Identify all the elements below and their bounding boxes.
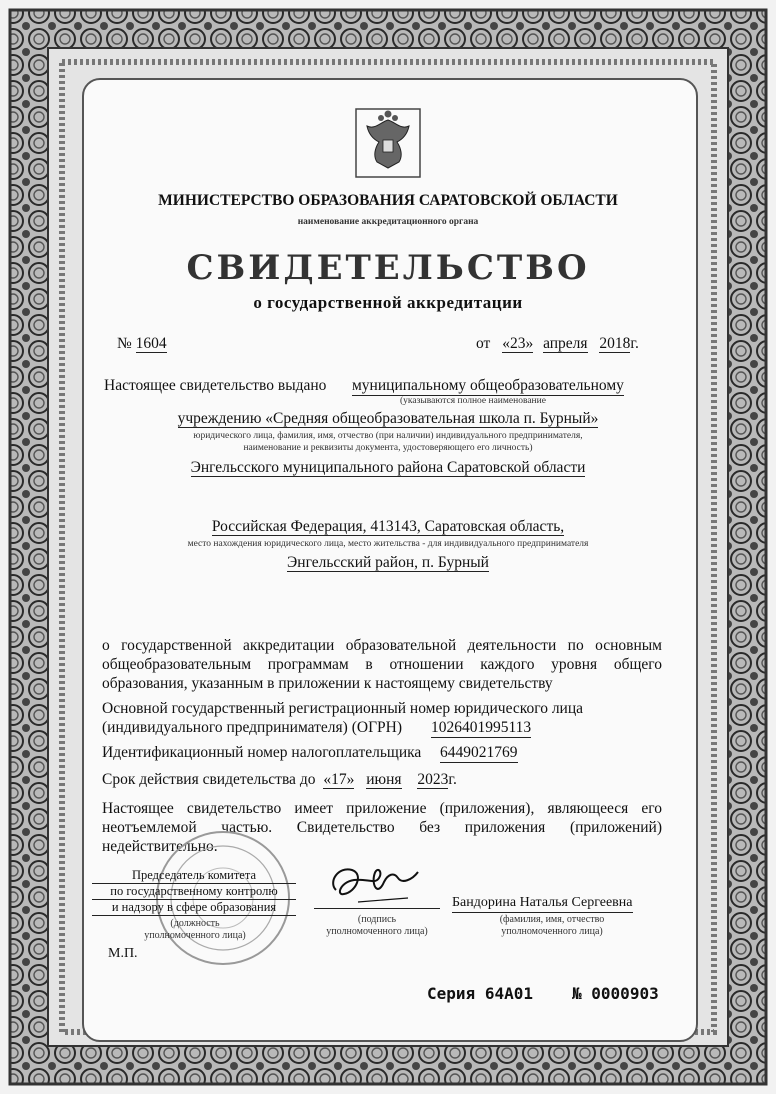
ministry-caption: наименование аккредитационного органа [297,217,479,227]
inn-value: 6449021769 [440,744,518,761]
name-caption-1: (фамилия, имя, отчество [499,914,605,925]
name-caption [470,914,634,938]
signature-caption [310,914,444,938]
signature-caption-2: уполномоченного лица) [326,926,428,937]
number-prefix: № [117,335,132,352]
accreditation-text: о государственной аккредитации образовательной деятельности по основным общеобразовательным программам в отношении каждого уровня общего образования, указанным в приложении к настоящему свидетельству [102,637,662,692]
signatory-position [92,868,296,916]
validity-label: Срок действия свидетельства до [102,771,316,788]
recipient-caption-2b: наименование и реквизиты документа, удостоверяющего его личность) [243,443,533,453]
ministry-name: МИНИСТЕРСТВО ОБРАЗОВАНИЯ САРАТОВСКОЙ ОБЛАСТИ [158,192,618,209]
number-value: 1604 [135,335,167,352]
position-caption-2: уполномоченного лица) [144,930,246,941]
validity-year: 2023 [417,771,449,788]
signature-line [314,908,440,909]
date-year: 2018 [599,335,631,352]
validity-month: июня [366,771,402,788]
recipient-line-3-wrap [82,458,694,477]
coat-of-arms-icon [355,108,421,178]
date-from: от [476,335,491,352]
stamp-place: М.П. [108,946,138,961]
address-line-1: Российская Федерация, 413143, Саратовская область, [211,518,565,535]
date-day: «23» [502,335,534,352]
signature-caption-1: (подпись [357,914,397,925]
date-month: апреля [543,335,588,352]
document-subtitle: о государственной аккредитации [253,293,523,312]
recipient-caption-2a: юридического лица, фамилия, имя, отчество (при наличии) индивидуального предпринимателя, [193,431,583,441]
validity [102,770,457,789]
series-value: 64А01 [484,984,533,1003]
address-line-2: Энгельсский район, п. Бурный [287,554,489,571]
signatory-name: Бандорина Наталья Сергеевна [452,893,633,913]
recipient-line-1: муниципальному общеобразовательному [352,377,624,394]
document-title: СВИДЕТЕЛЬСТВО [186,248,590,288]
recipient-line-2: учреждению «Средняя общеобразовательная школа п. Бурный» [177,410,599,427]
inn-label: Идентификационный номер налогоплательщика [102,744,422,761]
certificate-number [117,334,167,353]
date-year-suffix: г. [630,335,639,352]
ogrn-label-2: (индивидуального предпринимателя) (ОГРН) [102,719,403,736]
position-line-3: и надзору в сфере образования [92,900,296,916]
issued-label: Настоящее свидетельство выдано [104,377,327,394]
series [427,984,533,1003]
ogrn-value: 1026401995113 [431,719,532,736]
position-line-2: по государственному контролю [92,884,296,900]
appendix-text: Настоящее свидетельство имеет приложение (приложения), являющееся его неотъемлемой частью. Свидетельство без приложения (приложений) недействительно. [102,800,662,855]
name-caption-2: уполномоченного лица) [501,926,603,937]
blank-number-value: 0000903 [591,984,659,1003]
signature-icon [318,852,428,912]
series-label: Серия [427,984,476,1003]
validity-day: «17» [323,771,355,788]
position-caption [100,918,290,942]
validity-year-suffix: г. [448,771,457,788]
blank-number [572,984,659,1003]
position-caption-1: (должность [170,918,220,929]
issue-date [476,334,639,353]
blank-number-prefix: № [572,984,582,1003]
recipient-line-3: Энгельсского муниципального района Саратовской области [190,459,586,476]
address-caption: место нахождения юридического лица, место жительства - для индивидуального предпринимателя [187,539,589,549]
address-line-1-wrap [82,517,694,536]
recipient-line-2-wrap [82,409,694,428]
recipient-caption-1: (указываются полное наименование [400,396,546,406]
position-line-1: Председатель комитета [92,868,296,884]
ogrn-label-1: Основной государственный регистрационный номер юридического лица [102,700,584,717]
address-line-2-wrap [82,553,694,572]
